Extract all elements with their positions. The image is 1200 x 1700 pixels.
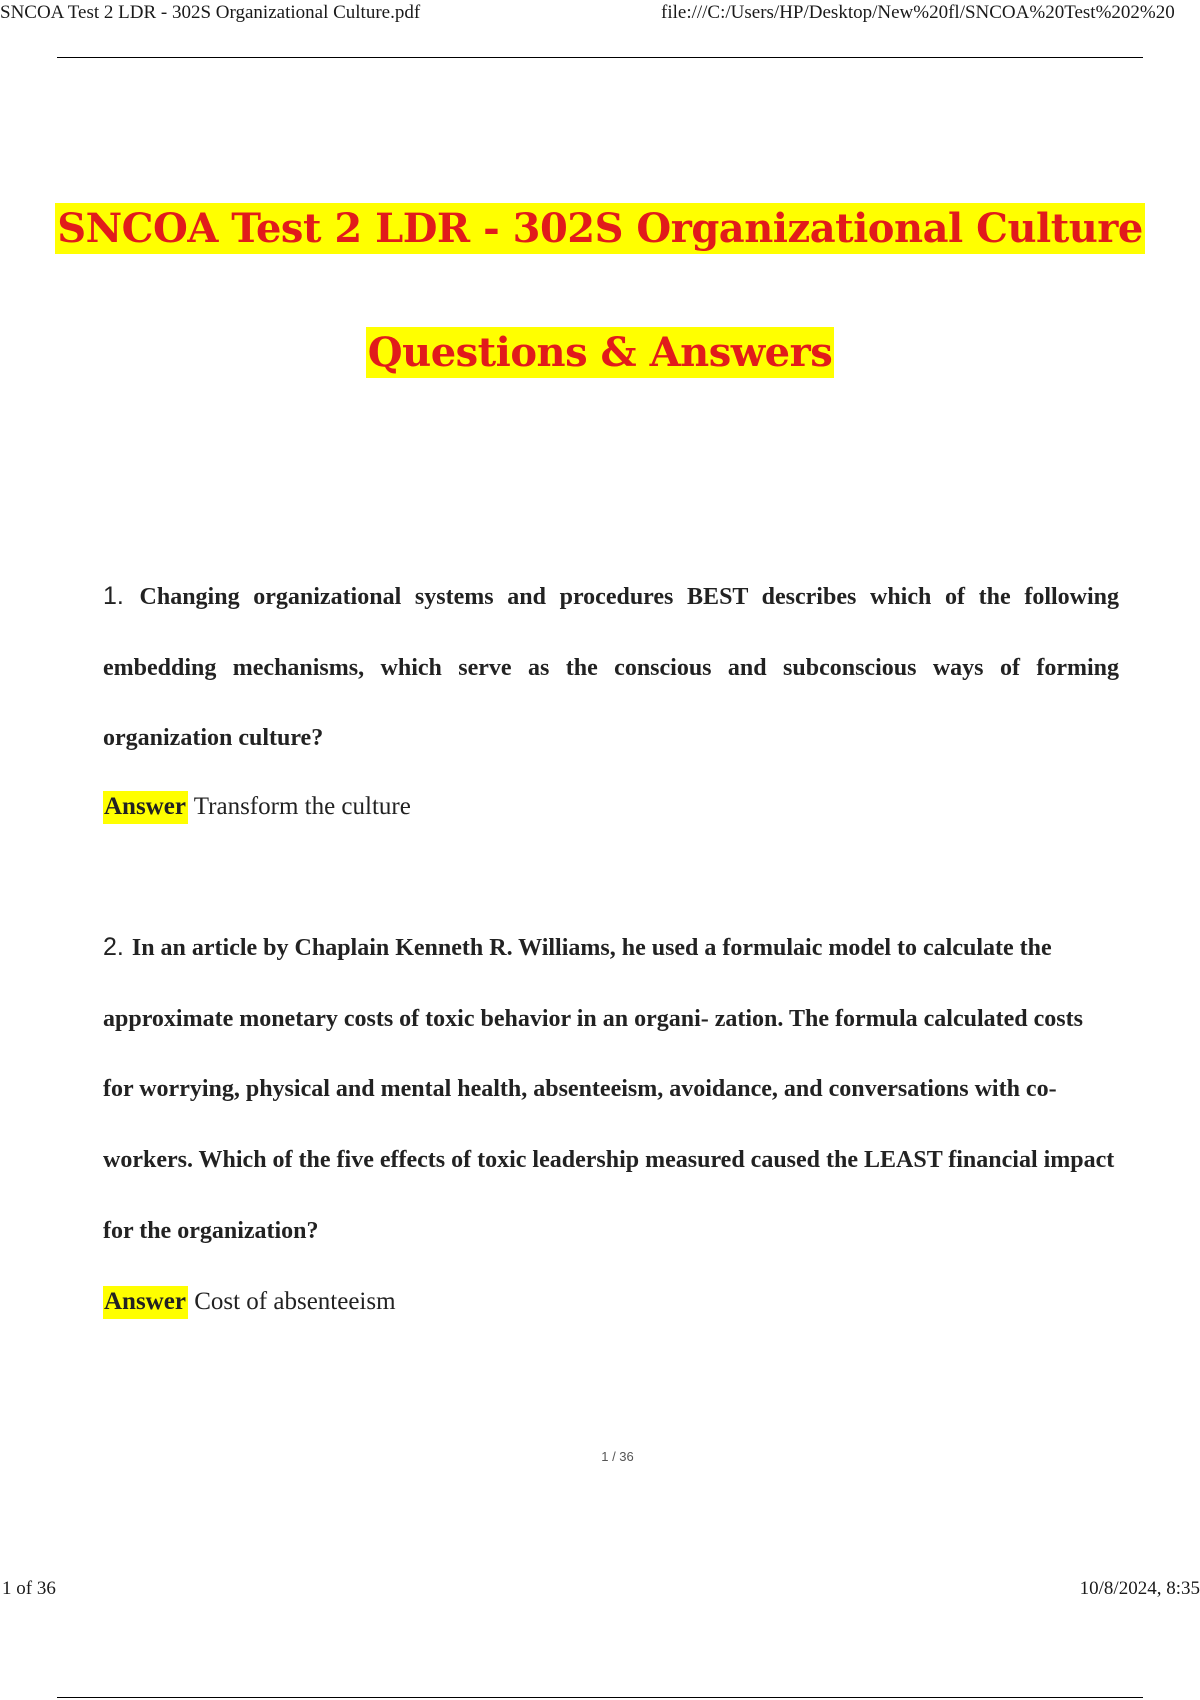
footer-divider: [57, 1697, 1143, 1698]
print-timestamp: 10/8/2024, 8:35: [1079, 1578, 1200, 1599]
answer-label: Answer: [103, 1286, 188, 1319]
question-2: [103, 912, 1119, 1267]
question-number: 1.: [103, 582, 124, 610]
question-1: [103, 561, 1119, 774]
print-page-count: 1 of 36: [2, 1578, 56, 1599]
document-title: [0, 203, 1200, 255]
answer-1: [103, 787, 411, 827]
page-indicator: 1 / 36: [601, 1449, 634, 1464]
document-title-line1: SNCOA Test 2 LDR - 302S Organizational Culture: [57, 205, 1143, 252]
question-text: Changing organizational systems and procedures BEST describes which of the following embedding mechanisms, which serve as the conscious and subconscious ways of forming organization culture?: [103, 584, 1120, 752]
header-divider: [57, 57, 1143, 58]
print-header: [0, 0, 1200, 28]
document-subtitle: [0, 327, 1200, 379]
document-title-line2: Questions & Answers: [367, 329, 833, 376]
question-number: 2.: [103, 933, 124, 961]
print-file-url: file:///C:/Users/HP/Desktop/New%20fl/SNCOA%20Test%202%20: [661, 2, 1175, 23]
answer-text: Transform the culture: [193, 793, 411, 820]
answer-text: Cost of absenteeism: [194, 1288, 396, 1315]
answer-label: Answer: [103, 791, 188, 824]
answer-2: [103, 1282, 396, 1322]
print-document-title: SNCOA Test 2 LDR - 302S Organizational Culture.pdf: [0, 2, 421, 23]
question-text: In an article by Chaplain Kenneth R. Williams, he used a formulaic model to calculate the approximate monetary costs of toxic behavior in an organi- zation. The formula calculated costs for worrying, physical and mental health, absenteeism, avoidance, and conversations with co-workers. Which of the five effects of toxic leadership measured caused the LEAST financial impact for the organization?: [103, 935, 1115, 1244]
